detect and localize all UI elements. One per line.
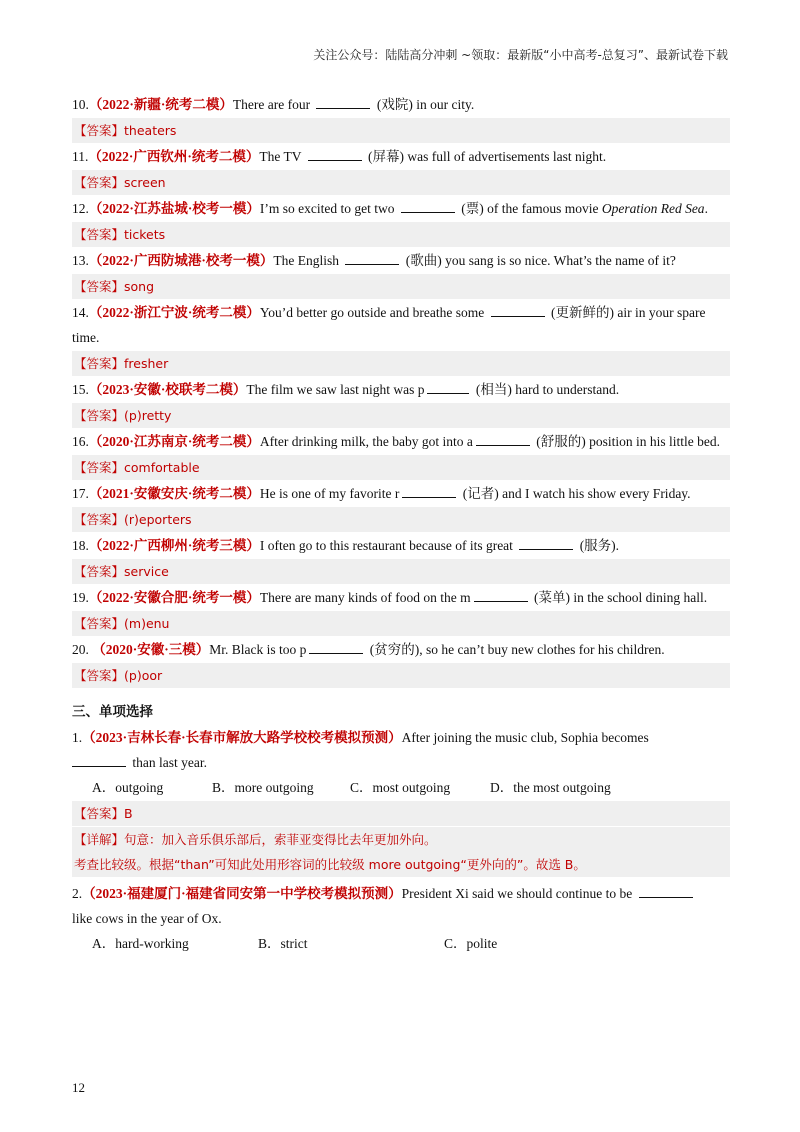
option-b: B．strict [258, 936, 308, 951]
question-source: （2023·吉林长春·长春市解放大路学校校考模拟预测） [82, 730, 402, 745]
answer-value: theaters [124, 123, 177, 138]
question-text-post: (屏幕) was full of advertisements last night. [368, 149, 607, 164]
options-row [72, 931, 730, 956]
answer-row [72, 351, 730, 376]
answer-tag: 【答案】 [74, 175, 125, 190]
answer-tag: 【答案】 [74, 616, 125, 631]
answer-tag: 【答案】 [74, 356, 125, 371]
option-c: C．polite [444, 936, 498, 951]
question-text-post: (票) of the famous movie [461, 201, 599, 216]
detail-text: 句意：加入音乐俱乐部后，索菲亚变得比去年更加外向。 [124, 832, 437, 847]
answer-row [72, 222, 730, 247]
answer-blank [345, 252, 399, 265]
question-text: There are many kinds of food on the m [259, 590, 471, 605]
answer-row [72, 559, 730, 584]
question-source: （2022·广西柳州·统考三模） [88, 538, 260, 553]
question-17 [72, 481, 730, 506]
answer-tag: 【答案】 [74, 279, 125, 294]
answer-row [72, 611, 730, 636]
question-15 [72, 377, 730, 402]
question-source: （2020·安徽·三模） [92, 642, 210, 657]
answer-tag: 【答案】 [74, 408, 125, 423]
question-number: 15. [72, 382, 89, 397]
answer-value: (m)enu [124, 616, 170, 631]
answer-value: comfortable [124, 460, 200, 475]
question-text-post: (更新鲜的) air in your spare time. [72, 305, 706, 345]
question-13 [72, 248, 730, 273]
question-12 [72, 196, 730, 221]
document-body [72, 92, 730, 956]
question-text: The film we saw last night was p [246, 382, 425, 397]
answer-row [72, 507, 730, 532]
question-source: （2020·江苏南京·统考二模） [88, 434, 260, 449]
question-text-post: (记者) and I watch his show every Friday. [462, 486, 691, 501]
question-number: 16. [72, 434, 89, 449]
option-d: D．the most outgoing [490, 780, 611, 795]
question-text: After drinking milk, the baby got into a [259, 434, 473, 449]
answer-blank [316, 96, 370, 109]
section-title: 三、单项选择 [72, 704, 153, 720]
options-row [72, 775, 730, 800]
answer-blank [519, 537, 573, 550]
question-text-post: than last year. [132, 755, 207, 770]
question-source: （2022·广西防城港·校考一模） [88, 253, 274, 268]
question-source: （2022·浙江宁波·统考二模） [88, 305, 260, 320]
question-10 [72, 92, 730, 117]
answer-blank [308, 148, 362, 161]
answer-value: (p)retty [124, 408, 172, 423]
question-20 [72, 637, 730, 662]
question-number: 18. [72, 538, 89, 553]
answer-blank [427, 381, 469, 394]
question-number: 11. [72, 149, 89, 164]
question-number: 10. [72, 97, 89, 112]
question-source: （2022·江苏盐城·校考一模） [88, 201, 260, 216]
answer-row [72, 663, 730, 688]
explanation [72, 827, 730, 877]
answer-tag: 【答案】 [74, 564, 125, 579]
question-text: Mr. Black is too p [209, 642, 307, 657]
question-source: （2022·安徽合肥·统考一模） [88, 590, 260, 605]
answer-row [72, 170, 730, 195]
answer-blank [309, 641, 363, 654]
answer-value: fresher [124, 356, 169, 371]
answer-value: B [124, 806, 133, 821]
answer-row [72, 403, 730, 428]
question-text: The TV [259, 149, 302, 164]
answer-value: tickets [124, 227, 166, 242]
page-header: 关注公众号：陆陆高分冲刺 ~领取：最新版“小中高考-总复习”、最新试卷下载 [313, 48, 728, 62]
option-a: A．hard-working [92, 936, 189, 951]
question-text: There are four [232, 97, 311, 112]
question-14 [72, 300, 730, 350]
question-number: 20. [72, 642, 89, 657]
answer-tag: 【答案】 [74, 460, 125, 475]
answer-value: screen [124, 175, 166, 190]
question-text: President Xi said we should continue to be [401, 886, 633, 901]
punctuation: . [704, 201, 708, 216]
answer-value: (p)oor [124, 668, 163, 683]
question-number: 12. [72, 201, 89, 216]
question-source: （2023·福建厦门·福建省同安第一中学校考模拟预测） [82, 886, 402, 901]
answer-row [72, 801, 730, 826]
question-number: 13. [72, 253, 89, 268]
question-18 [72, 533, 730, 558]
answer-blank [474, 589, 528, 602]
answer-tag: 【答案】 [74, 806, 125, 821]
question-text: You’d better go outside and breathe some [259, 305, 485, 320]
answer-value: song [124, 279, 155, 294]
question-text-post: (歌曲) you sang is so nice. What’s the name of it? [405, 253, 676, 268]
question-text: The English [273, 253, 340, 268]
answer-blank [476, 433, 530, 446]
question-19 [72, 585, 730, 610]
movie-title: Operation Red Sea [601, 201, 705, 216]
option-c: C．most outgoing [350, 780, 451, 795]
answer-row [72, 455, 730, 480]
answer-blank [639, 885, 693, 898]
question-number: 1. [72, 730, 83, 745]
explanation-line-1 [74, 827, 730, 852]
answer-value: service [124, 564, 169, 579]
answer-blank [401, 200, 455, 213]
question-text: I often go to this restaurant because of its great [259, 538, 513, 553]
answer-row [72, 274, 730, 299]
answer-tag: 【答案】 [74, 512, 125, 527]
answer-blank [402, 485, 456, 498]
mc-question-1 [72, 725, 730, 775]
answer-tag: 【答案】 [74, 227, 125, 242]
question-text-post: (菜单) in the school dining hall. [533, 590, 708, 605]
question-number: 17. [72, 486, 89, 501]
question-16 [72, 429, 730, 454]
question-text-post: (舒服的) position in his little bed. [536, 434, 720, 449]
question-number: 14. [72, 305, 89, 320]
question-text-post: (服务). [579, 538, 620, 553]
explanation-line-2: 考查比较级。根据“than”可知此处用形容词的比较级 more outgoing“更外向的”。故选 B。 [74, 857, 586, 872]
question-number: 19. [72, 590, 89, 605]
question-text-post: (贫穷的), so he can’t buy new clothes for his children. [369, 642, 665, 657]
question-source: （2022·广西钦州·统考二模） [88, 149, 260, 164]
mc-question-2 [72, 881, 730, 931]
page-number: 12 [72, 1080, 85, 1095]
question-number: 2. [72, 886, 83, 901]
question-text-post: (戏院) in our city. [376, 97, 475, 112]
answer-blank [491, 304, 545, 317]
question-text: After joining the music club, Sophia becomes [401, 730, 649, 745]
answer-row [72, 118, 730, 143]
answer-value: (r)eporters [124, 512, 192, 527]
question-text-post: like cows in the year of Ox. [72, 911, 222, 926]
answer-tag: 【答案】 [74, 668, 125, 683]
question-text-post: (相当) hard to understand. [475, 382, 620, 397]
detail-tag: 【详解】 [74, 832, 125, 847]
option-b: B．more outgoing [212, 780, 314, 795]
question-text: He is one of my favorite r [259, 486, 400, 501]
question-source: （2023·安徽·校联考二模） [88, 382, 247, 397]
question-source: （2021·安徽安庆·统考二模） [88, 486, 260, 501]
question-text: I’m so excited to get two [259, 201, 395, 216]
answer-blank [72, 754, 126, 767]
answer-tag: 【答案】 [74, 123, 125, 138]
question-11 [72, 144, 730, 169]
question-source: （2022·新疆·统考二模） [88, 97, 233, 112]
option-a: A．outgoing [92, 780, 164, 795]
